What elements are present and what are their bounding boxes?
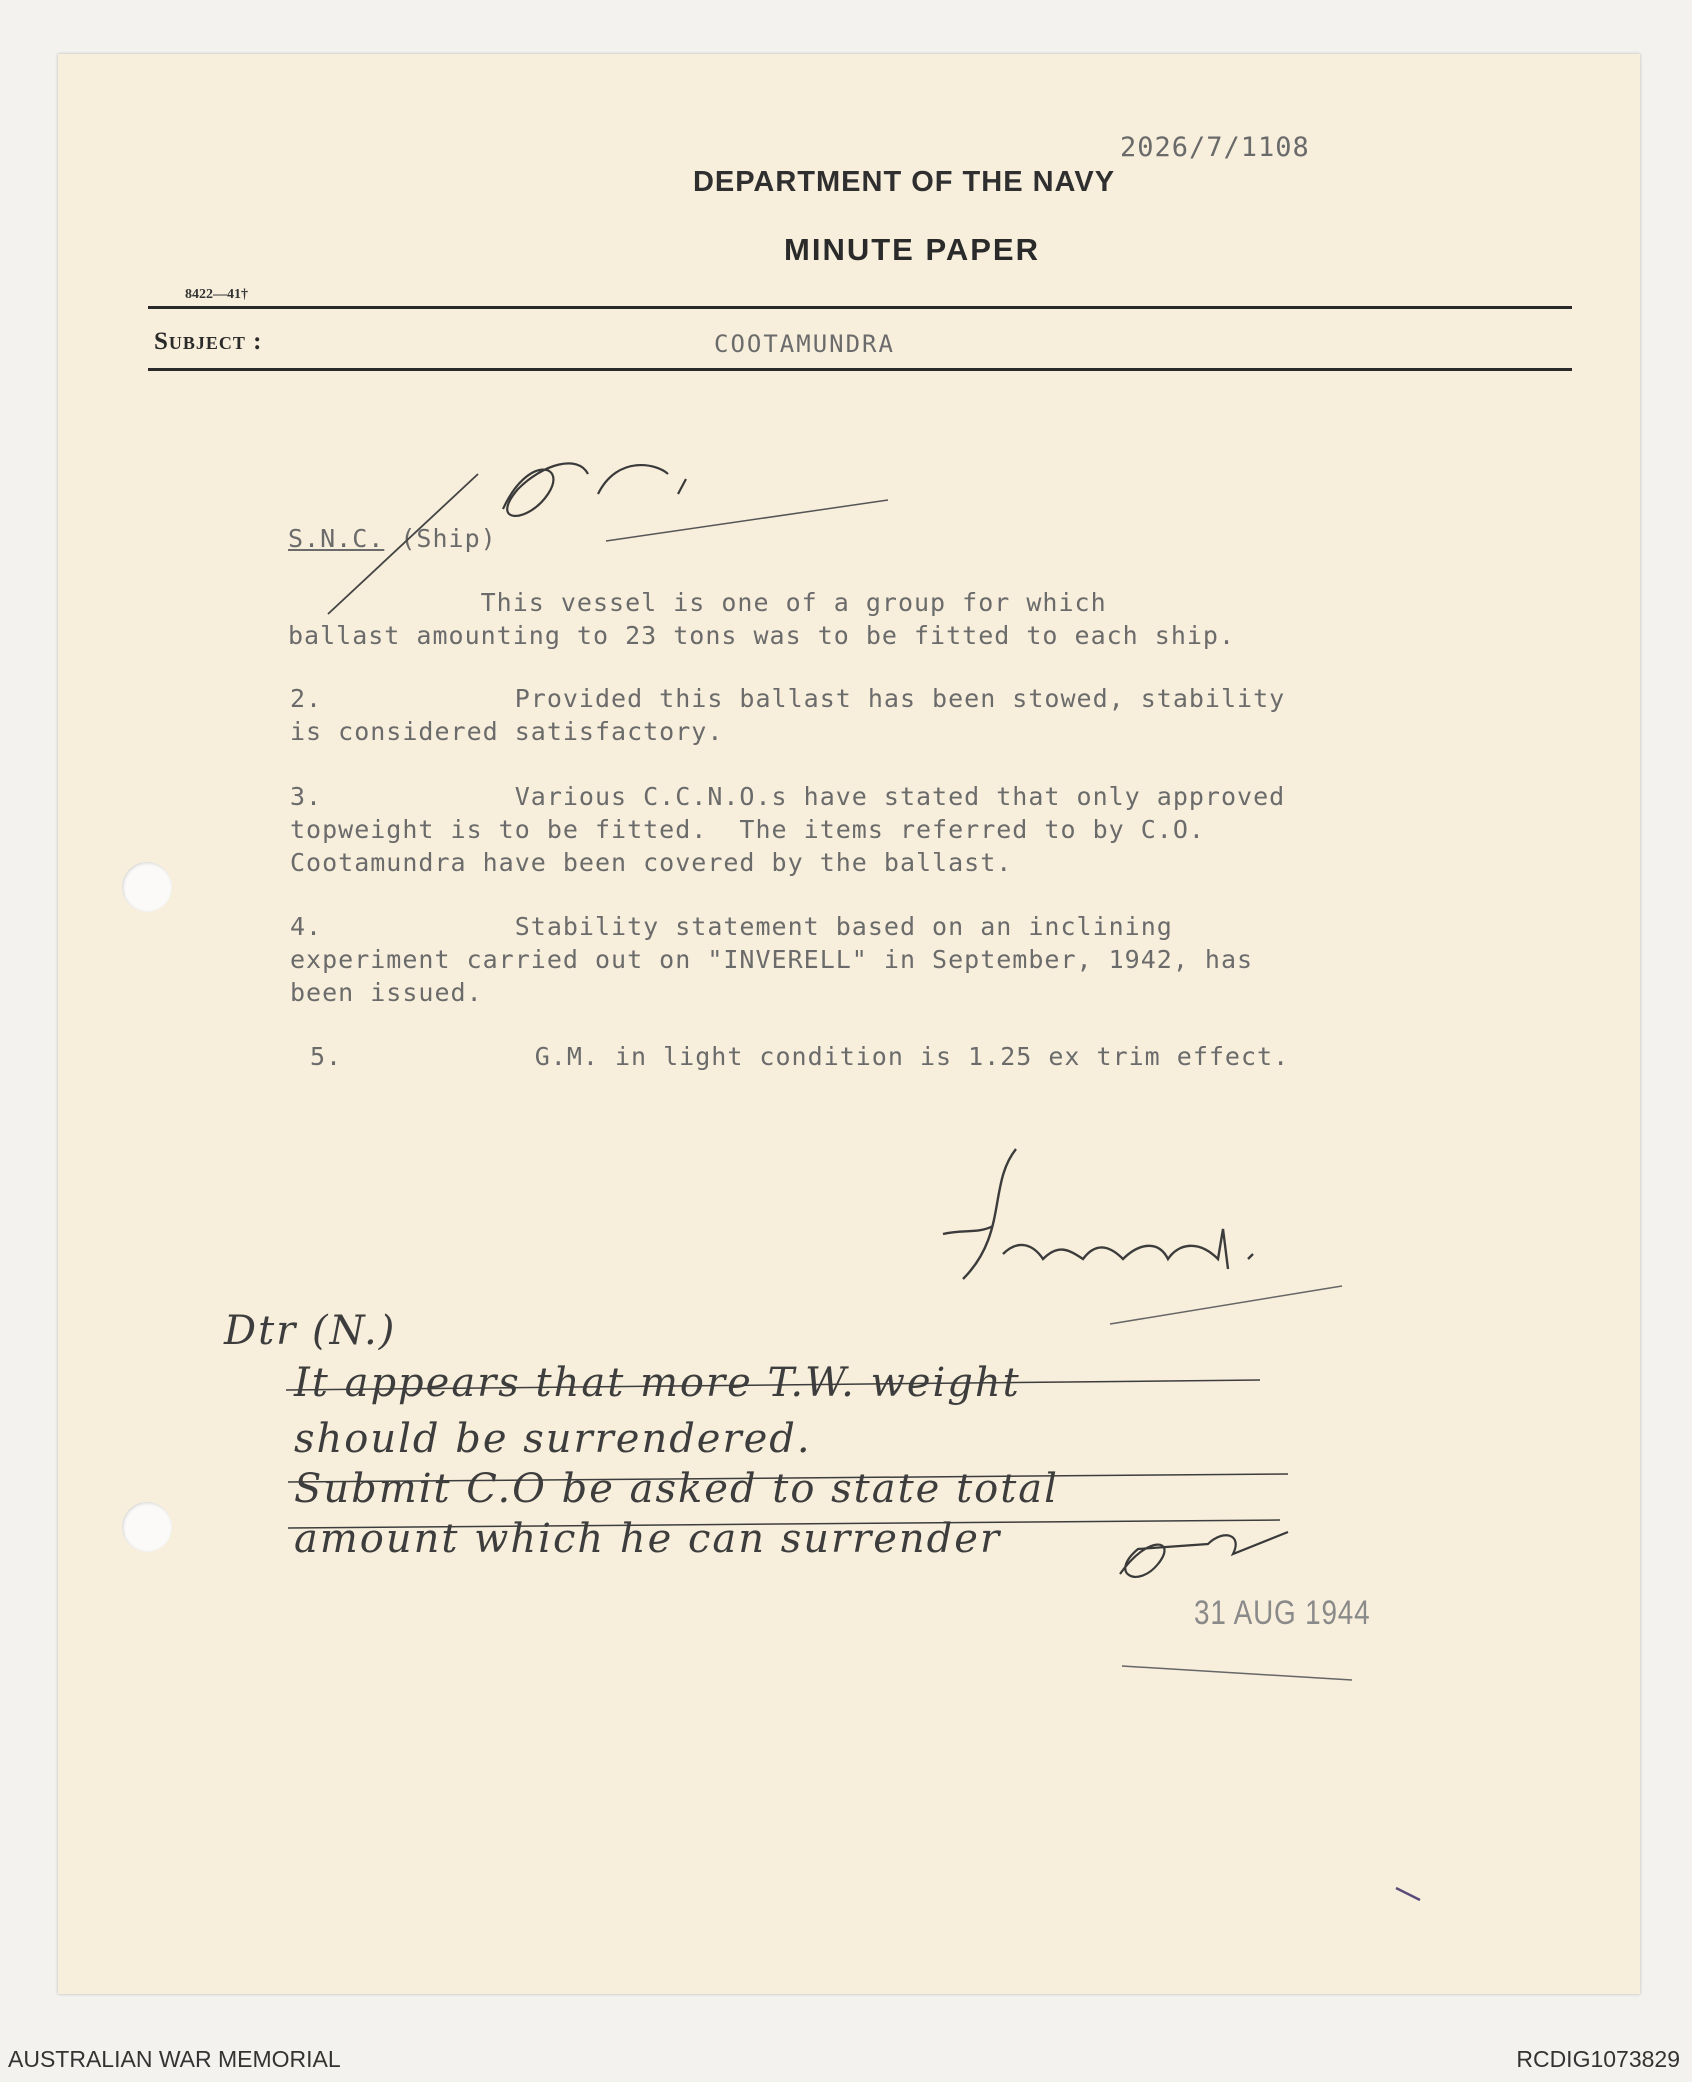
footer-source: AUSTRALIAN WAR MEMORIAL xyxy=(8,2046,341,2072)
paragraph-4: 4. Stability statement based on an inclining experiment carried out on "INVERELL" in September, 1942, has been issued. xyxy=(290,912,1254,1007)
subject-value: COOTAMUNDRA xyxy=(714,330,895,358)
addressee: S.N.C. xyxy=(288,524,385,553)
signature-underline-mark xyxy=(1110,1286,1342,1324)
note-line-4: amount which he can surrender xyxy=(294,1516,1002,1562)
stamp-initials-mark xyxy=(1120,1532,1288,1577)
paragraph-5: 5. G.M. in light condition is 1.25 ex trim effect. xyxy=(310,1042,1290,1071)
date-stamp: 31 AUG 1944 xyxy=(1194,1594,1371,1632)
file-reference: 2026/7/1108 xyxy=(1120,132,1310,163)
signature-mark xyxy=(943,1149,1253,1279)
initials-underline-mark xyxy=(606,500,888,541)
note-heading: Dtr (N.) xyxy=(224,1308,397,1354)
minute-paper-sheet xyxy=(58,54,1640,1994)
note-line-3: Submit C.O be asked to state total xyxy=(294,1466,1059,1512)
paragraph-1: This vessel is one of a group for which ballast amounting to 23 tons was to be fitted to each ship. xyxy=(288,588,1236,650)
diagonal-stroke-mark xyxy=(328,474,478,614)
subject-label: Subject : xyxy=(154,328,263,355)
ink-speck-mark xyxy=(1396,1888,1420,1900)
bottom-rule-mark xyxy=(1122,1666,1352,1680)
note-line-2: should be surrendered. xyxy=(294,1416,812,1462)
note-line-1: It appears that more T.W. weight xyxy=(294,1360,1021,1406)
footer-item-id: RCDIG1073829 xyxy=(1516,2046,1680,2072)
department-heading: DEPARTMENT OF THE NAVY xyxy=(692,166,1116,198)
form-code: 8422—41† xyxy=(185,287,248,302)
handwriting-marks xyxy=(58,54,1640,1994)
addressee-initials-mark xyxy=(503,463,686,516)
form-title: MINUTE PAPER xyxy=(784,232,1040,267)
paragraph-2: 2. Provided this ballast has been stowed, stability is considered satisfactory. xyxy=(290,684,1286,746)
paragraph-3: 3. Various C.C.N.O.s have stated that only approved topweight is to be fitted. The items referred to by C.O. Cootamundra have been covered by the ballast. xyxy=(290,782,1286,877)
addressee-qualifier: (Ship) xyxy=(400,524,497,553)
